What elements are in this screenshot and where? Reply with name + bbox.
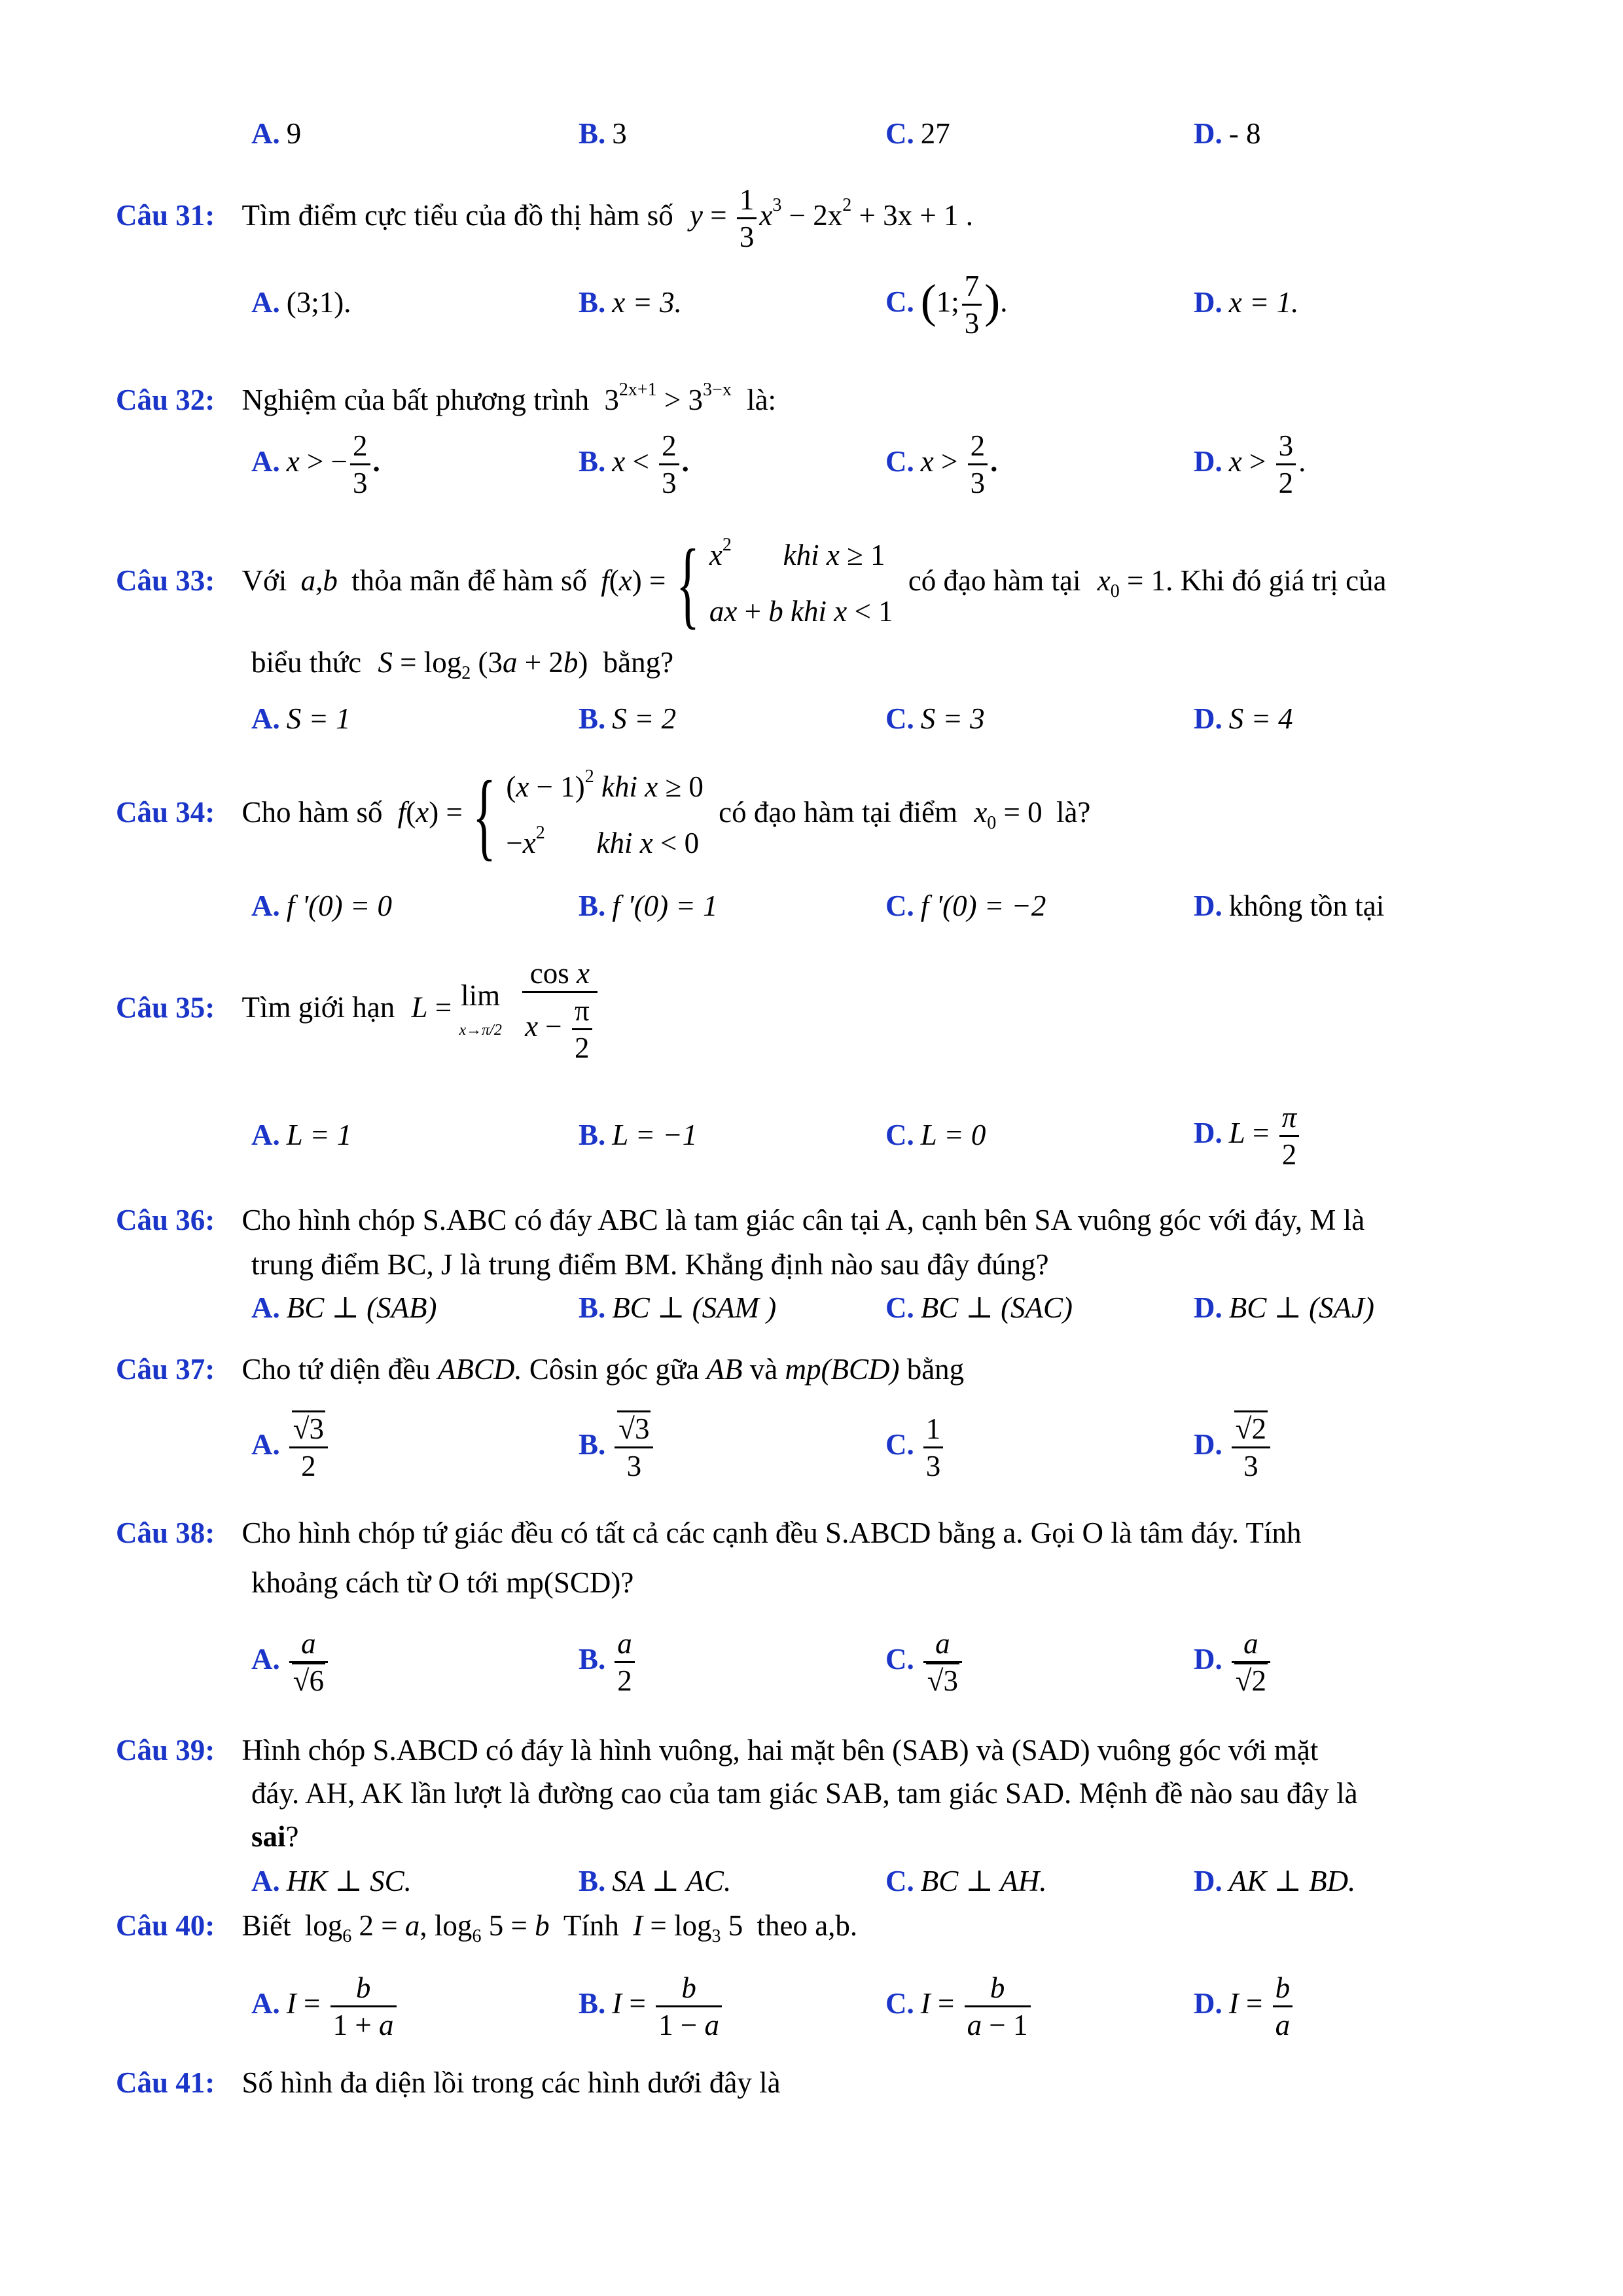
q32-option-c: C. x > $\frac{2}{3}$ . xyxy=(885,429,998,499)
q30-option-a: A. 9 xyxy=(251,117,302,150)
q37-option-a: A. $\frac{√3}{2}$ xyxy=(251,1411,330,1484)
q39-option-b: B. SA ⊥ AC. xyxy=(579,1865,732,1897)
q38-option-d: D. $\frac{a}{√2}$ xyxy=(1194,1626,1273,1698)
q37-stem: Câu 37: Cho tứ diện đều ABCD. Côsin góc gữa AB và mp(BCD) bằng xyxy=(116,1353,965,1386)
q40-option-c: C. I = $\frac{b}{a - 1}$ xyxy=(885,1970,1033,2043)
q34-option-c: C. f '(0) = −2 xyxy=(885,889,1046,922)
q34-stem: Câu 34: Cho hàm số f(x) = { $(x - 1)^2$ khi x ≥ 0 $-x^2$ khi x < 0 có đạo hàm tại điểm $x_0 = 0$ là? xyxy=(116,761,1091,870)
q36-option-a: A. BC ⊥ (SAB) xyxy=(251,1291,437,1324)
q31-stem: Câu 31: Tìm điểm cực tiểu của đồ thị hàm số y = $\frac{1}{3}$ $x^3 - 2x^2 + 3x + 1$ . xyxy=(116,183,974,253)
q32-option-b: B. x < $\frac{2}{3}$ . xyxy=(579,429,689,499)
q39-stem-line3: sai? xyxy=(251,1820,299,1853)
q35-stem: Câu 35: Tìm giới hạn L = lim x→π/2 cos x x − $\frac{\pi}{2}$ xyxy=(116,956,600,1066)
q32-stem: Câu 32: Nghiệm của bất phương trình $3^{2x+1} > 3^{3-x}$ là: xyxy=(116,380,777,416)
q31-option-a: A. (3;1). xyxy=(251,286,351,319)
q39-option-c: C. BC ⊥ AH. xyxy=(885,1865,1047,1897)
q35-option-c: C. L = 0 xyxy=(885,1119,986,1151)
q40-option-b: B. I = $\frac{b}{1 - a}$ xyxy=(579,1970,724,2043)
q39-stem: Câu 39: Hình chóp S.ABCD có đáy là hình vuông, hai mặt bên (SAB) và (SAD) vuông góc với mặt xyxy=(116,1734,1319,1767)
q32-option-d: D. x > $\frac{3}{2}$ . xyxy=(1194,429,1306,499)
q30-option-b: B. 3 xyxy=(579,117,627,150)
q33-stem: Câu 33: Với a,b thỏa mãn để hàm số f(x) = { $x^2$ khi x ≥ 1 ax + b khi x < 1 có đạo hàm tại $x_0 = 1$. Khi đó giá trị của xyxy=(116,529,1387,638)
q38-option-b: B. $\frac{a}{2}$ xyxy=(579,1626,637,1698)
q30-option-c: C. 27 xyxy=(885,117,950,150)
q31-option-b: B. x = 3. xyxy=(579,286,682,319)
q34-option-a: A. f '(0) = 0 xyxy=(251,889,392,922)
q30-option-d: D. - 8 xyxy=(1194,117,1261,150)
q35-option-a: A. L = 1 xyxy=(251,1119,352,1151)
q34-option-b: B. f '(0) = 1 xyxy=(579,889,718,922)
q35-option-d: D. L = $\frac{\pi}{2}$ xyxy=(1194,1100,1302,1172)
q37-option-c: C. $\frac{1}{3}$ xyxy=(885,1411,946,1484)
q32-option-a: A. x > − $\frac{2}{3}$ . xyxy=(251,429,380,499)
q31-option-d: D. x = 1. xyxy=(1194,286,1299,319)
q37-option-d: D. $\frac{√2}{3}$ xyxy=(1194,1411,1273,1484)
q36-option-c: C. BC ⊥ (SAC) xyxy=(885,1291,1073,1324)
q41-stem: Câu 41: Số hình đa diện lồi trong các hình dưới đây là xyxy=(116,2066,781,2099)
q36-option-d: D. BC ⊥ (SAJ) xyxy=(1194,1291,1375,1324)
q39-option-d: D. AK ⊥ BD. xyxy=(1194,1865,1356,1897)
q40-stem: Câu 40: Biết $\log_6 2 = a$, $\log_6 5 = b$ Tính $I = \log_3 5$ theo a,b. xyxy=(116,1909,858,1946)
q33-stem-line2: biểu thức $S = \log_2 (3a + 2b)$ bằng? xyxy=(251,646,674,683)
q38-option-c: C. $\frac{a}{√3}$ xyxy=(885,1626,965,1698)
q33-option-c: C. S = 3 xyxy=(885,702,985,735)
q37-option-b: B. $\frac{√3}{3}$ xyxy=(579,1411,656,1484)
q33-option-b: B. S = 2 xyxy=(579,702,677,735)
q36-stem-line2: trung điểm BC, J là trung điểm BM. Khẳng định nào sau đây đúng? xyxy=(251,1248,1049,1281)
q33-option-a: A. S = 1 xyxy=(251,702,351,735)
q36-option-b: B. BC ⊥ (SAM ) xyxy=(579,1291,777,1324)
q40-option-d: D. I = $\frac{b}{a}$ xyxy=(1194,1970,1295,2043)
q33-option-d: D. S = 4 xyxy=(1194,702,1293,735)
q39-option-a: A. HK ⊥ SC. xyxy=(251,1865,412,1897)
q31-option-c: C. (1; $\frac{7}{3}$ ). xyxy=(885,270,1008,340)
q34-option-d: D. không tồn tại xyxy=(1194,889,1385,922)
q35-option-b: B. L = −1 xyxy=(579,1119,698,1151)
q36-stem: Câu 36: Cho hình chóp S.ABC có đáy ABC là tam giác cân tại A, cạnh bên SA vuông góc với đáy, M là xyxy=(116,1204,1365,1236)
q39-stem-line2: đáy. AH, AK lần lượt là đường cao của tam giác SAB, tam giác SAD. Mệnh đề nào sau đây là xyxy=(251,1777,1358,1810)
q40-option-a: A. I = $\frac{b}{1 + a}$ xyxy=(251,1970,399,2043)
q31-label: Câu 31: xyxy=(116,198,215,232)
q38-stem: Câu 38: Cho hình chóp tứ giác đều có tất cả các cạnh đều S.ABCD bằng a. Gọi O là tâm đáy. Tính xyxy=(116,1516,1302,1549)
q38-option-a: A. $\frac{a}{√6}$ xyxy=(251,1626,330,1698)
q38-stem-line2: khoảng cách từ O tới mp(SCD)? xyxy=(251,1566,634,1599)
